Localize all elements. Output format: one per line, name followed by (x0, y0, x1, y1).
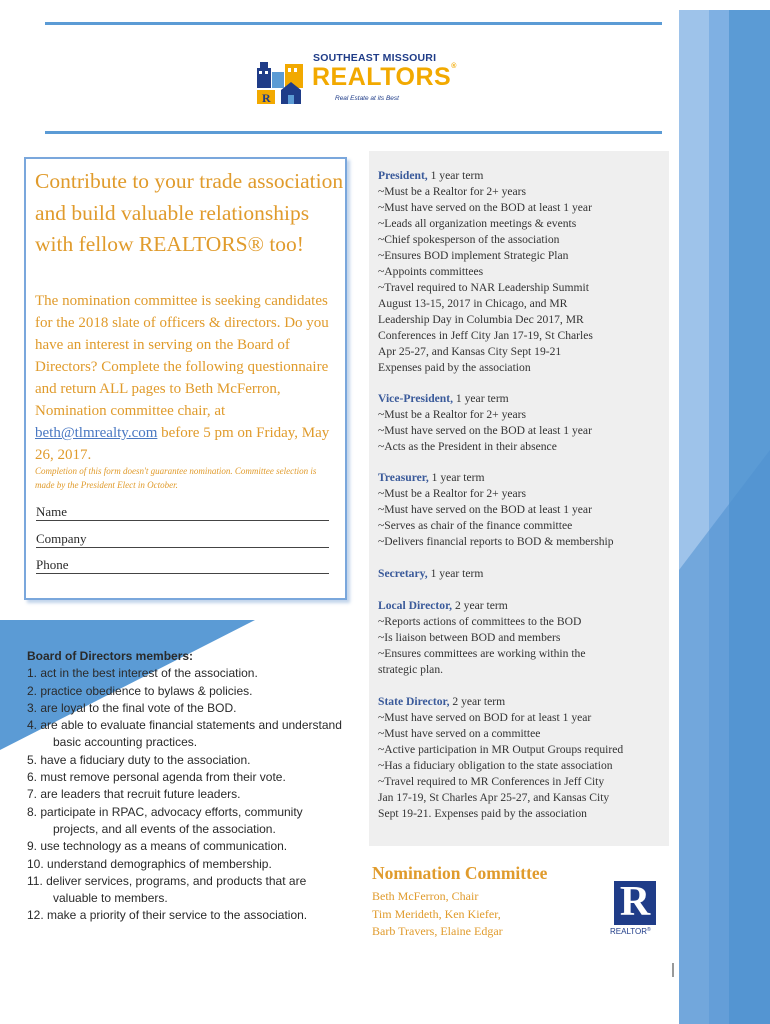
brand-region: SOUTHEAST MISSOURI (313, 52, 437, 64)
phone-field[interactable] (36, 556, 329, 574)
role-title: Local Director, 2 year term (378, 599, 508, 612)
name-label: Name (36, 504, 68, 519)
list-item: 5. have a fiduciary duty to the association. (27, 752, 251, 767)
role-title: Treasurer, 1 year term (378, 471, 485, 484)
role-requirement: ~Has a fiduciary obligation to the state association (378, 759, 613, 772)
header-bottom-rule (45, 131, 662, 134)
committee-members (372, 888, 503, 941)
intro-body: The nomination committee is seeking candidates for the 2018 slate of officers & directors. Do you have an interest in serving on the Board of Directors? Complete the following questionnaire and return ALL pages to Beth McFerron, Nomination committee chair, at beth@tlmrealty.com before 5 pm on Friday, May 26, 2017. (35, 293, 330, 463)
list-item: 6. must remove personal agenda from their vote. (27, 770, 286, 785)
role-requirement: ~Delivers financial reports to BOD & membership (378, 535, 614, 548)
role-block (378, 566, 668, 582)
list-item: 1. act in the best interest of the association. (27, 666, 258, 681)
role-requirement: ~Serves as chair of the finance committee (378, 519, 573, 532)
committee-member-line: Barb Travers, Elaine Edgar (372, 924, 503, 938)
list-item: 8. participate in RPAC, advocacy efforts, community projects, and all events of the association. (27, 804, 303, 836)
role-requirement: ~Must have served on a committee (378, 727, 541, 740)
text-cursor (672, 963, 674, 977)
role-requirement: ~Reports actions of committees to the BOD (378, 615, 582, 628)
role-requirement: ~Active participation in MR Output Groups required (378, 743, 624, 756)
role-block (378, 598, 668, 678)
role-requirement: ~Is liaison between BOD and members (378, 631, 561, 644)
list-item: 9. use technology as a means of communication. (27, 839, 288, 854)
intro-disclaimer: Completion of this form doesn't guarantee nomination. Committee selection is made by the President Elect in October. (35, 466, 317, 490)
role-requirement: Conferences in Jeff City Jan 17-19, St Charles (378, 329, 593, 342)
list-item: 11. deliver services, programs, and products that are valuable to members. (27, 873, 307, 906)
role-requirement: ~Must have served on the BOD at least 1 year (378, 503, 592, 516)
role-requirement: ~Must be a Realtor for 2+ years (378, 185, 527, 198)
svg-text:R: R (262, 91, 271, 104)
name-field[interactable] (36, 503, 329, 521)
list-item: 4. are able to evaluate financial statements and understand basic accounting practices. (27, 718, 342, 750)
role-title: State Director, 2 year term (378, 695, 506, 708)
email-link[interactable]: beth@tlmrealty.com (35, 425, 158, 441)
role-requirement: ~Chief spokesperson of the association (378, 233, 560, 246)
brand-logo (255, 52, 455, 104)
board-members-list (27, 648, 347, 925)
role-requirement: ~Must have served on the BOD at least 1 year (378, 201, 592, 214)
roles-list (378, 168, 668, 822)
role-requirement: Jan 17-19, St Charles Apr 25-27, and Kansas City (378, 791, 610, 804)
board-heading: Board of Directors members: (27, 649, 194, 663)
role-block (378, 694, 668, 822)
role-requirement: ~Appoints committees (378, 265, 484, 278)
committee-member-line: Beth McFerron, Chair (372, 889, 479, 903)
role-requirement: Expenses paid by the association (378, 361, 531, 374)
realtor-logo-label: REALTOR (610, 927, 648, 936)
role-requirement: strategic plan. (378, 663, 444, 676)
header-top-rule (45, 22, 662, 25)
company-field[interactable] (36, 530, 329, 548)
list-item: 10. understand demographics of membership. (27, 856, 272, 871)
role-requirement: Sept 19-21. Expenses paid by the association (378, 807, 587, 820)
role-block (378, 470, 668, 550)
role-block (378, 391, 668, 455)
intro-headline: Contribute to your trade association and build valuable relationships with fellow REALTORS® too! (35, 169, 344, 256)
role-requirement: Apr 25-27, and Kansas City Sept 19-21 (378, 345, 562, 358)
role-requirement: ~Travel required to MR Conferences in Jeff City (378, 775, 605, 788)
role-title: Vice-President, 1 year term (378, 392, 509, 405)
role-block (378, 168, 668, 376)
role-requirement: ~Must be a Realtor for 2+ years (378, 487, 527, 500)
role-requirement: ~Travel required to NAR Leadership Summit (378, 281, 589, 294)
list-item: 3. are loyal to the final vote of the BOD. (27, 700, 237, 715)
role-requirement: August 13-15, 2017 in Chicago, and MR (378, 297, 568, 310)
company-label: Company (36, 531, 87, 546)
house-illustration-icon (255, 54, 307, 104)
role-requirement: Leadership Day in Columbia Dec 2017, MR (378, 313, 584, 326)
realtor-logo-letter: R (619, 879, 651, 925)
role-title: Secretary, 1 year term (378, 567, 484, 580)
list-item: 2. practice obedience to bylaws & policies. (27, 683, 253, 698)
brand-tagline: Real Estate at its Best (335, 95, 399, 102)
role-requirement: ~Must have served on BOD for at least 1 year (378, 711, 592, 724)
realtor-logo: R REALTOR® (610, 881, 660, 939)
list-item: 7. are leaders that recruit future leaders. (27, 787, 241, 802)
committee-heading: Nomination Committee (372, 863, 548, 883)
role-requirement: ~Leads all organization meetings & events (378, 217, 577, 230)
committee-member-line: Tim Merideth, Ken Kiefer, (372, 906, 501, 921)
brand-name: REALTORS® (312, 63, 457, 91)
role-requirement: ~Must be a Realtor for 2+ years (378, 408, 527, 421)
role-requirement: ~Must have served on the BOD at least 1 year (378, 424, 592, 437)
role-requirement: ~Ensures BOD implement Strategic Plan (378, 249, 569, 262)
phone-label: Phone (36, 557, 69, 572)
role-requirement: ~Ensures committees are working within the (378, 647, 586, 660)
decorative-side-band (679, 10, 770, 1024)
role-requirement: ~Acts as the President in their absence (378, 440, 557, 453)
role-title: President, 1 year term (378, 169, 484, 182)
list-item: 12. make a priority of their service to the association. (27, 908, 308, 923)
